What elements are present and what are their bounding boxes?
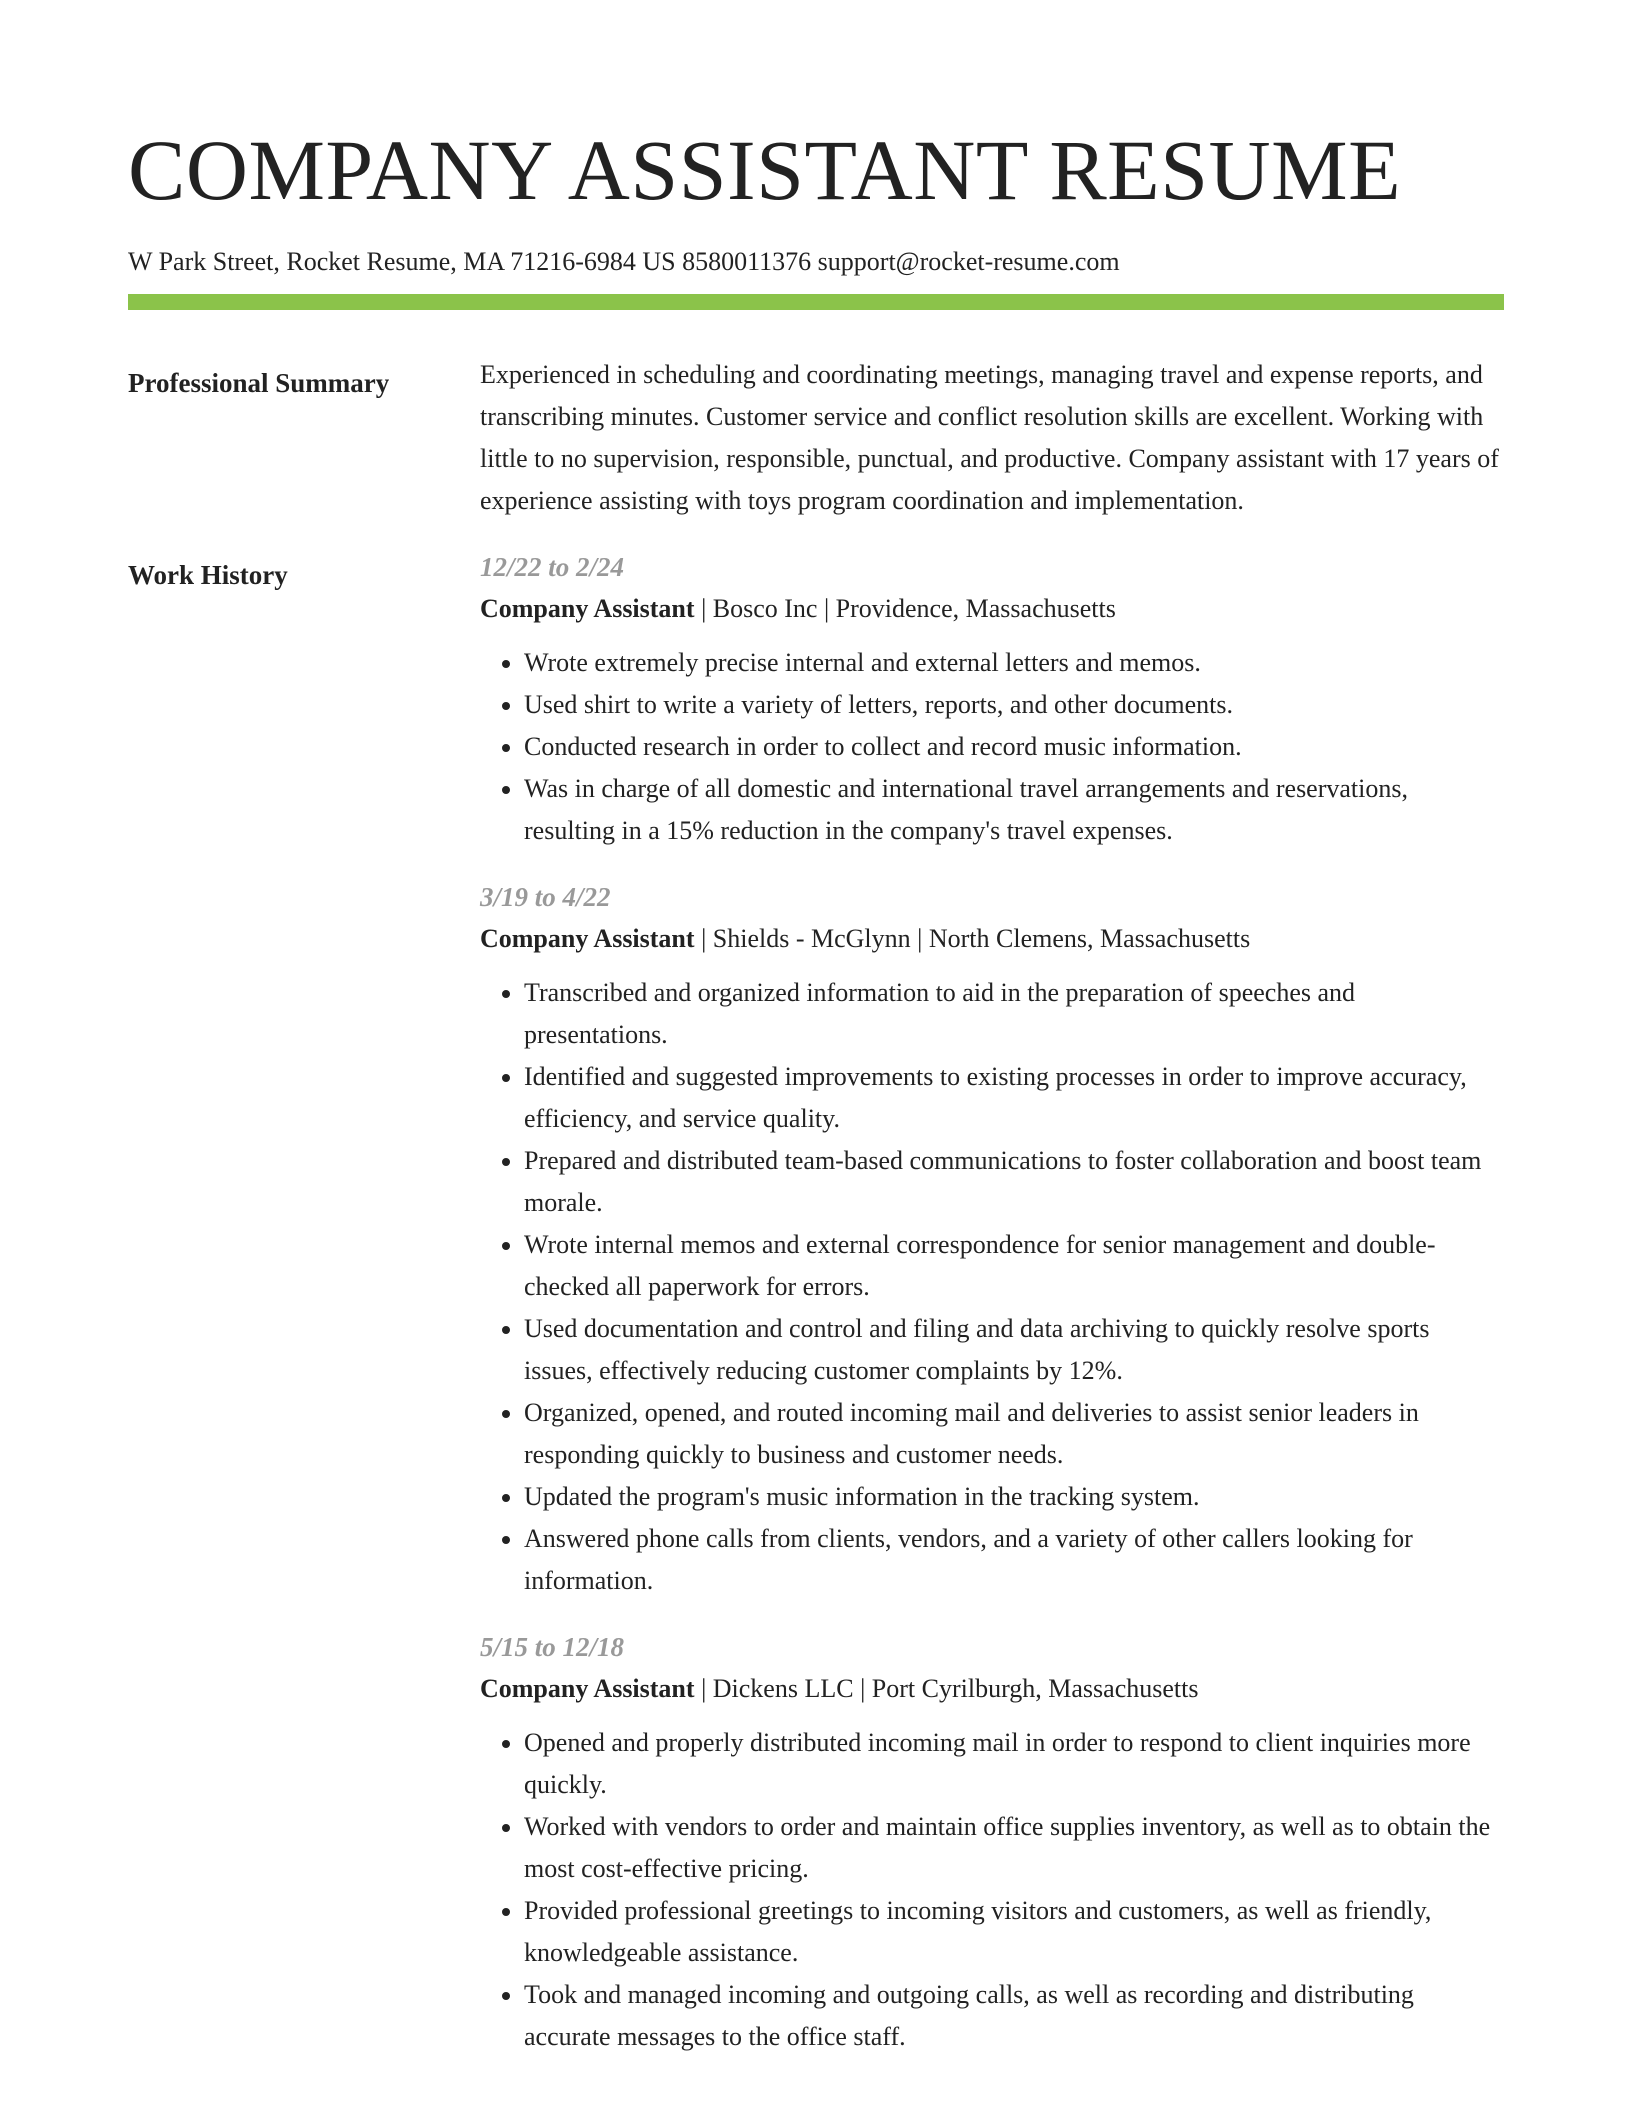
job-title-line xyxy=(480,918,1504,960)
job-bullet: • Provided professional greetings to incoming visitors and customers, as well as friendly, knowledgeable assistance. xyxy=(524,1890,1504,1974)
job-bullet: • Used documentation and control and filing and data archiving to quickly resolve sports issues, effectively reducing customer complaints by 12%. xyxy=(524,1308,1504,1392)
job-bullets xyxy=(480,972,1504,1602)
job-bullet: • Wrote extremely precise internal and external letters and memos. xyxy=(524,642,1504,684)
job-details: | Dickens LLC | Port Cyrilburgh, Massachusetts xyxy=(694,1674,1199,1703)
job-bullets xyxy=(480,1722,1504,2058)
job-bullet: • Organized, opened, and routed incoming mail and deliveries to assist senior leaders in responding quickly to business and customer needs. xyxy=(524,1392,1504,1476)
section-label-summary: Professional Summary xyxy=(128,368,390,398)
job-details: | Shields - McGlynn | North Clemens, Massachusetts xyxy=(694,924,1251,953)
accent-divider xyxy=(128,294,1504,310)
job-bullet: • Prepared and distributed team-based communications to foster collaboration and boost team morale. xyxy=(524,1140,1504,1224)
work-history-section xyxy=(128,554,1504,2090)
job-role: Company Assistant xyxy=(480,1674,695,1703)
job-entry xyxy=(480,1626,1504,2058)
job-bullet: • Identified and suggested improvements to existing processes in order to improve accuracy, efficiency, and service quality. xyxy=(524,1056,1504,1140)
professional-summary-section xyxy=(128,362,1504,522)
job-dates: 5/15 to 12/18 xyxy=(480,1632,625,1662)
job-entry xyxy=(480,546,1504,852)
job-entry xyxy=(480,876,1504,1602)
job-bullet: • Used shirt to write a variety of letters, reports, and other documents. xyxy=(524,684,1504,726)
summary-text: Experienced in scheduling and coordinating meetings, managing travel and expense reports, and transcribing minutes. Customer service and conflict resolution skills are excellent. Working with little to no supervision, responsible, punctual, and productive. Company assistant with 17 years of experience assisting with toys program coordination and implementation. xyxy=(480,360,1499,515)
job-dates: 12/22 to 2/24 xyxy=(480,552,625,582)
summary-body xyxy=(480,362,1504,522)
job-title-line xyxy=(480,588,1504,630)
section-label-work-history: Work History xyxy=(128,560,288,590)
job-bullet: • Was in charge of all domestic and international travel arrangements and reservations, resulting in a 15% reduction in the company's travel expenses. xyxy=(524,768,1504,852)
job-role: Company Assistant xyxy=(480,594,695,623)
job-title-line xyxy=(480,1668,1504,1710)
job-dates: 3/19 to 4/22 xyxy=(480,882,611,912)
contact-info: W Park Street, Rocket Resume, MA 71216-6984 US 8580011376 support@rocket-resume.com xyxy=(128,247,1120,276)
job-bullet: • Transcribed and organized information to aid in the preparation of speeches and presentations. xyxy=(524,972,1504,1056)
work-history-body xyxy=(480,554,1504,2090)
resume-page xyxy=(128,0,1504,2090)
job-bullet: • Updated the program's music information in the tracking system. xyxy=(524,1476,1504,1518)
job-bullet: • Worked with vendors to order and maintain office supplies inventory, as well as to obtain the most cost-effective pricing. xyxy=(524,1806,1504,1890)
job-bullets xyxy=(480,642,1504,852)
job-bullet: • Took and managed incoming and outgoing calls, as well as recording and distributing accurate messages to the office staff. xyxy=(524,1974,1504,2058)
resume-title: COMPANY ASSISTANT RESUME xyxy=(128,122,1402,218)
job-bullet: • Conducted research in order to collect and record music information. xyxy=(524,726,1504,768)
job-role: Company Assistant xyxy=(480,924,695,953)
job-details: | Bosco Inc | Providence, Massachusetts xyxy=(694,594,1116,623)
job-bullet: • Wrote internal memos and external correspondence for senior management and double-checked all paperwork for errors. xyxy=(524,1224,1504,1308)
job-bullet: • Answered phone calls from clients, vendors, and a variety of other callers looking for information. xyxy=(524,1518,1504,1602)
job-bullet: • Opened and properly distributed incoming mail in order to respond to client inquiries more quickly. xyxy=(524,1722,1504,1806)
